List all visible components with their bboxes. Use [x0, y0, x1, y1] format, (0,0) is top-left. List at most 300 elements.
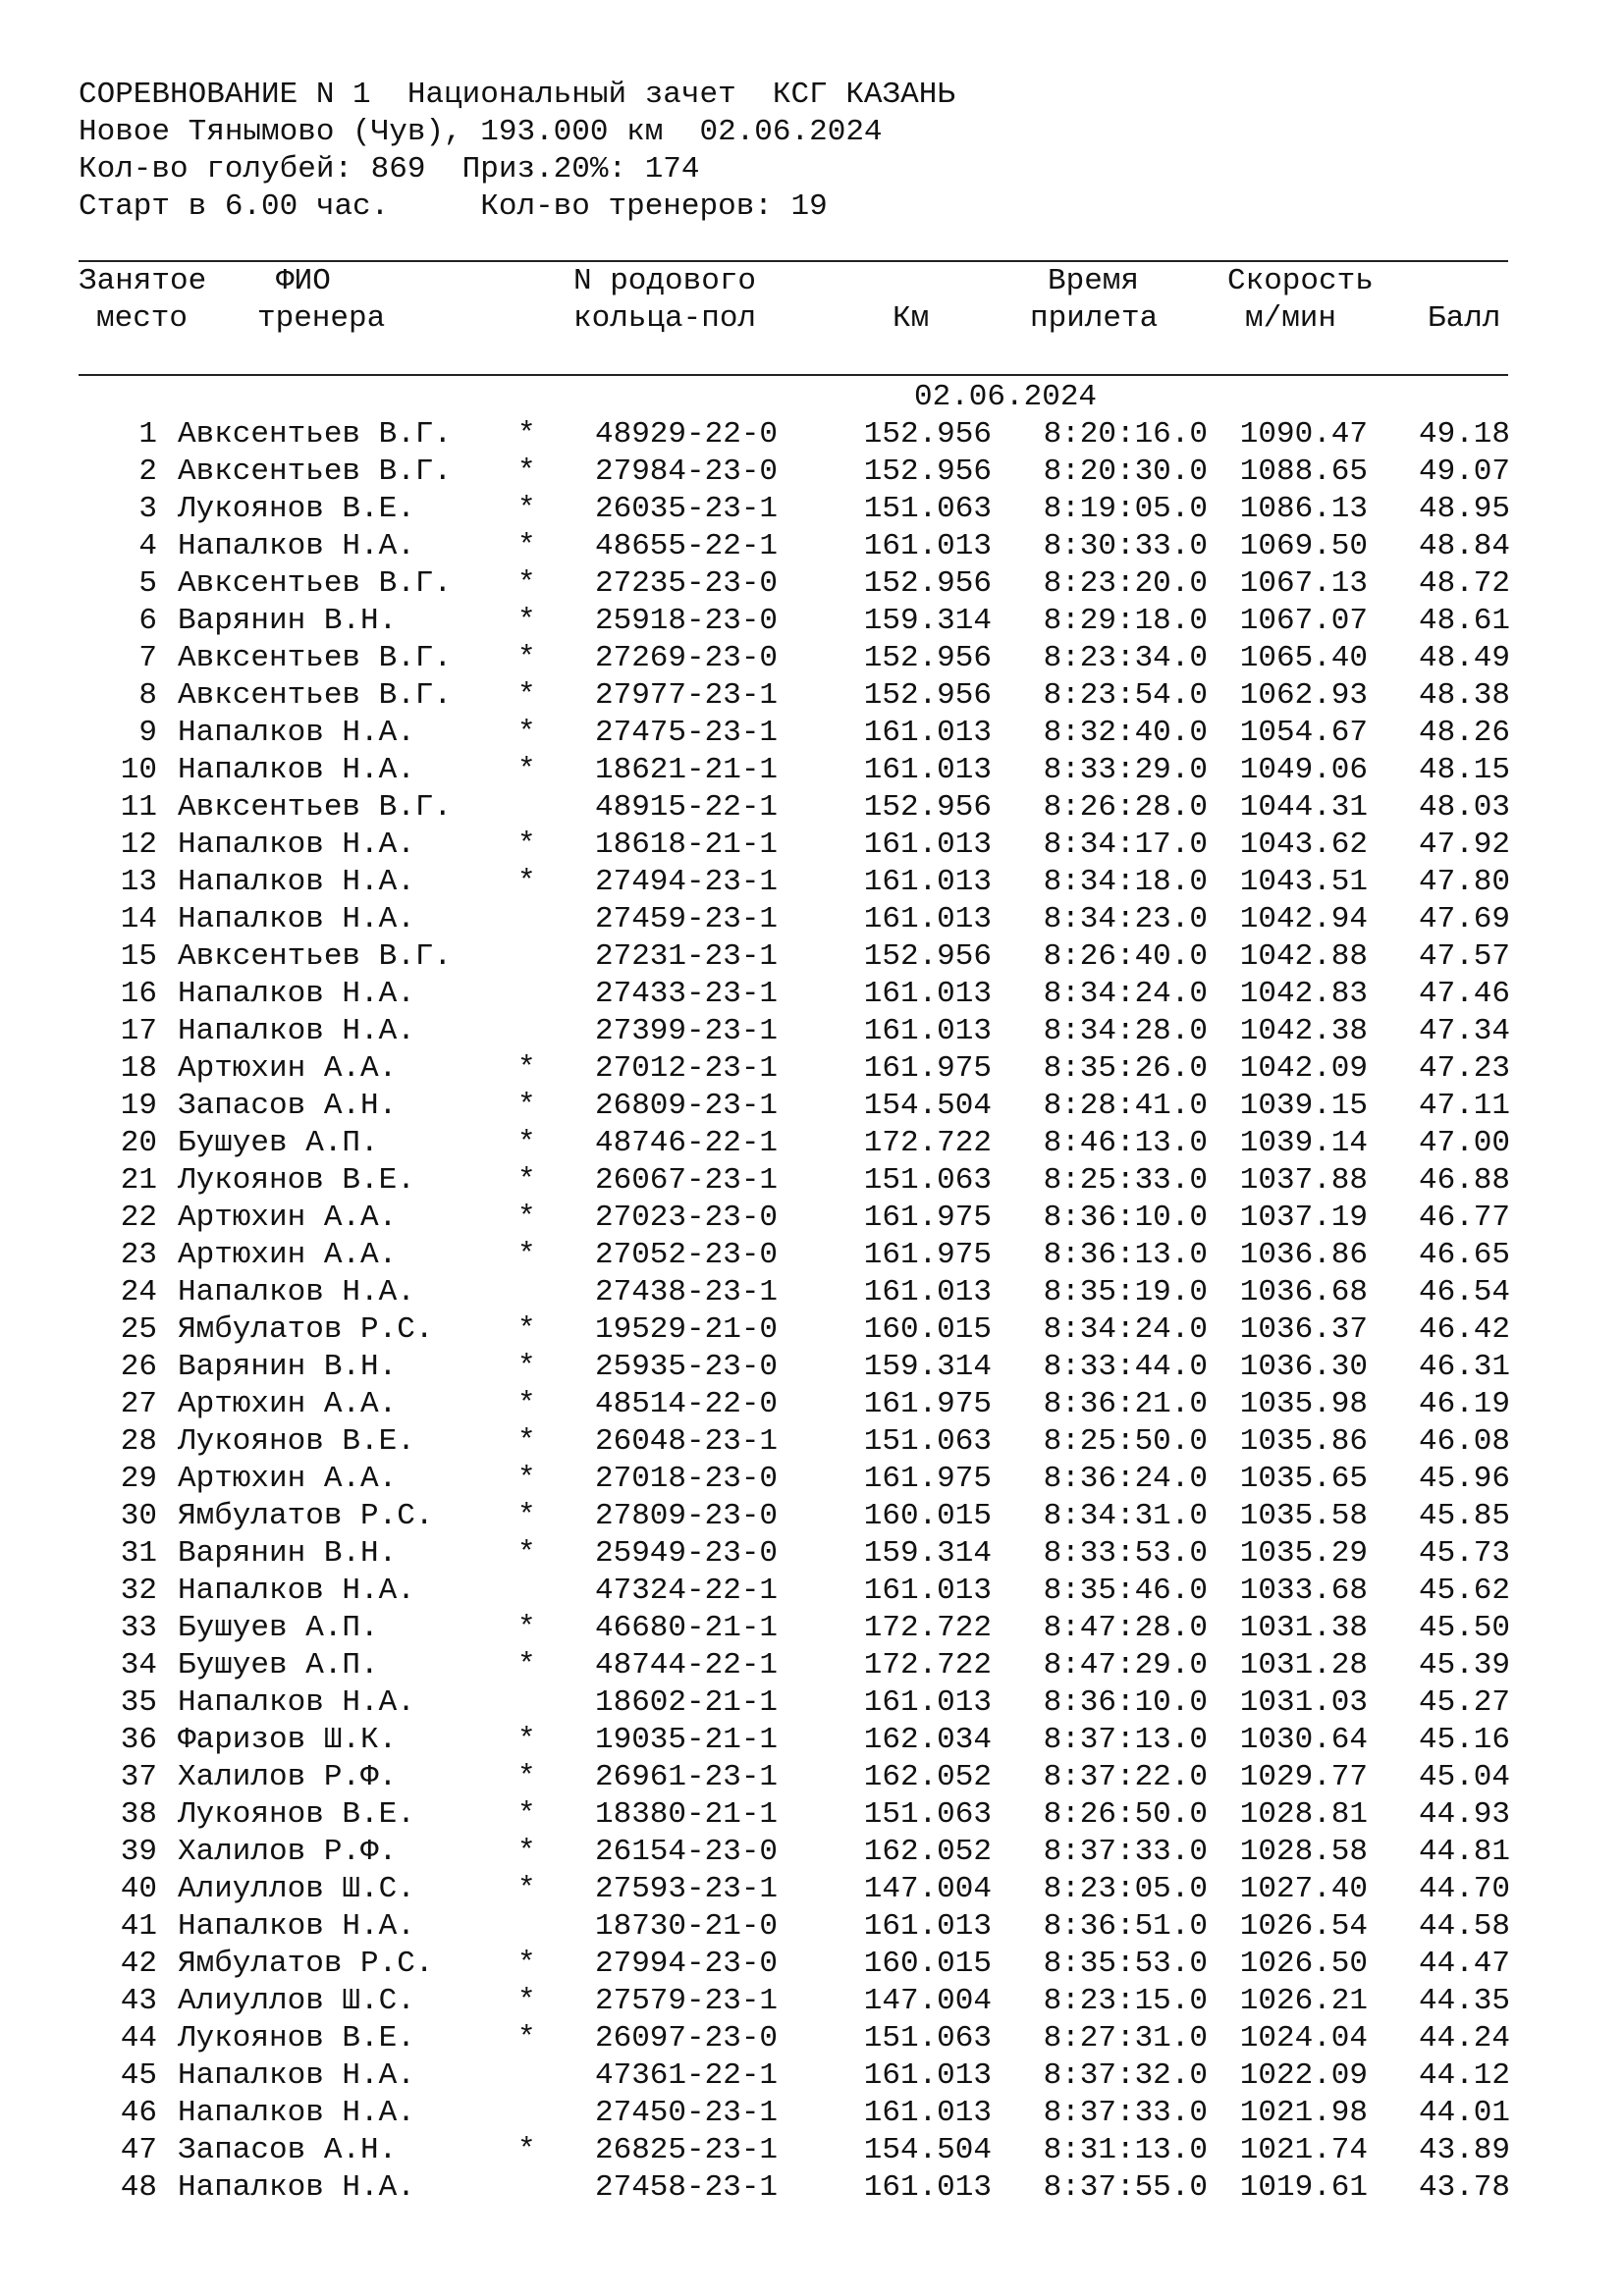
cell-place: 32	[120, 1574, 157, 1608]
cell-km: 152.956	[863, 939, 992, 974]
table-row	[0, 1386, 1624, 1423]
table-row	[0, 1722, 1624, 1759]
cell-place: 16	[120, 977, 157, 1011]
cell-time: 8:34:17.0	[1043, 828, 1208, 862]
table-row	[0, 416, 1624, 454]
cell-points: 48.72	[1418, 566, 1510, 601]
cell-speed: 1028.81	[1239, 1797, 1368, 1832]
cell-ring: 25935-23-0	[595, 1350, 779, 1384]
table-row	[0, 901, 1624, 938]
cell-speed: 1021.98	[1239, 2096, 1368, 2130]
cell-points: 48.61	[1418, 604, 1510, 638]
cell-points: 46.77	[1418, 1201, 1510, 1235]
cell-speed: 1036.68	[1239, 1275, 1368, 1309]
cell-mark: *	[517, 1947, 536, 1981]
cell-time: 8:37:22.0	[1043, 1760, 1208, 1794]
cell-name: Напалков Н.А.	[178, 1574, 415, 1608]
cell-points: 45.04	[1418, 1760, 1510, 1794]
cell-km: 152.956	[863, 790, 992, 825]
cell-place: 18	[120, 1051, 157, 1086]
cell-points: 44.24	[1418, 2021, 1510, 2056]
table-row	[0, 1423, 1624, 1461]
cell-points: 45.50	[1418, 1611, 1510, 1645]
cell-speed: 1067.13	[1239, 566, 1368, 601]
cell-points: 44.12	[1418, 2058, 1510, 2093]
cell-km: 154.504	[863, 2133, 992, 2167]
cell-mark: *	[517, 828, 536, 862]
cell-place: 43	[120, 1984, 157, 2018]
cell-time: 8:36:24.0	[1043, 1462, 1208, 1496]
col-name-label-2: тренера	[257, 301, 386, 336]
cell-mark: *	[517, 417, 536, 452]
cell-points: 45.62	[1418, 1574, 1510, 1608]
cell-place: 11	[120, 790, 157, 825]
start-time-trainers: Старт в 6.00 час. Кол-во тренеров: 19	[79, 189, 828, 224]
cell-place: 26	[120, 1350, 157, 1384]
cell-mark: *	[517, 1163, 536, 1198]
cell-time: 8:25:33.0	[1043, 1163, 1208, 1198]
cell-place: 19	[120, 1089, 157, 1123]
cell-speed: 1035.86	[1239, 1424, 1368, 1459]
cell-points: 45.85	[1418, 1499, 1510, 1533]
table-row	[0, 715, 1624, 752]
cell-points: 49.18	[1418, 417, 1510, 452]
cell-time: 8:36:51.0	[1043, 1909, 1208, 1944]
competition-title: СОРЕВНОВАНИЕ N 1 Национальный зачет КСГ КАЗАНЬ	[79, 78, 955, 112]
cell-mark	[517, 938, 537, 976]
cell-speed: 1019.61	[1239, 2170, 1368, 2205]
cell-speed: 1037.19	[1239, 1201, 1368, 1235]
cell-km: 172.722	[863, 1126, 992, 1160]
cell-time: 8:47:28.0	[1043, 1611, 1208, 1645]
col-points-label: Балл	[1428, 301, 1501, 336]
cell-speed: 1069.50	[1239, 529, 1368, 563]
cell-speed: 1027.40	[1239, 1872, 1368, 1906]
cell-km: 161.013	[863, 716, 992, 750]
cell-ring: 27977-23-1	[595, 678, 779, 713]
cell-points: 48.84	[1418, 529, 1510, 563]
cell-name: Лукоянов В.Е.	[178, 492, 415, 526]
cell-place: 44	[120, 2021, 157, 2056]
cell-place: 42	[120, 1947, 157, 1981]
cell-time: 8:37:32.0	[1043, 2058, 1208, 2093]
cell-mark: *	[517, 604, 536, 638]
cell-time: 8:20:30.0	[1043, 454, 1208, 489]
cell-mark: *	[517, 1648, 536, 1682]
cell-place: 15	[120, 939, 157, 974]
cell-speed: 1031.28	[1239, 1648, 1368, 1682]
cell-ring: 48929-22-0	[595, 417, 779, 452]
cell-mark: *	[517, 678, 536, 713]
cell-time: 8:32:40.0	[1043, 716, 1208, 750]
cell-place: 13	[120, 865, 157, 899]
cell-mark: *	[517, 1536, 536, 1571]
cell-place: 6	[138, 604, 157, 638]
cell-time: 8:34:23.0	[1043, 902, 1208, 936]
cell-points: 44.70	[1418, 1872, 1510, 1906]
cell-ring: 27023-23-0	[595, 1201, 779, 1235]
cell-mark: *	[517, 1462, 536, 1496]
cell-ring: 27994-23-0	[595, 1947, 779, 1981]
cell-name: Лукоянов В.Е.	[178, 1797, 415, 1832]
table-row	[0, 864, 1624, 901]
cell-time: 8:27:31.0	[1043, 2021, 1208, 2056]
cell-time: 8:35:53.0	[1043, 1947, 1208, 1981]
cell-time: 8:30:33.0	[1043, 529, 1208, 563]
col-name-label-1: ФИО	[276, 264, 331, 298]
table-row	[0, 1647, 1624, 1684]
cell-points: 44.81	[1418, 1835, 1510, 1869]
cell-ring: 19529-21-0	[595, 1312, 779, 1347]
cell-name: Авксентьев В.Г.	[178, 939, 453, 974]
cell-points: 49.07	[1418, 454, 1510, 489]
cell-time: 8:26:28.0	[1043, 790, 1208, 825]
cell-points: 44.47	[1418, 1947, 1510, 1981]
col-place-label-1: Занятое	[79, 264, 207, 298]
cell-name: Ямбулатов Р.С.	[178, 1499, 434, 1533]
cell-speed: 1042.09	[1239, 1051, 1368, 1086]
cell-time: 8:26:40.0	[1043, 939, 1208, 974]
cell-km: 151.063	[863, 492, 992, 526]
cell-km: 147.004	[863, 1984, 992, 2018]
cell-mark: *	[517, 1238, 536, 1272]
cell-time: 8:34:24.0	[1043, 977, 1208, 1011]
cell-km: 161.013	[863, 2170, 992, 2205]
cell-place: 10	[120, 753, 157, 787]
cell-place: 12	[120, 828, 157, 862]
cell-time: 8:29:18.0	[1043, 604, 1208, 638]
cell-ring: 26154-23-0	[595, 1835, 779, 1869]
cell-name: Лукоянов В.Е.	[178, 1163, 415, 1198]
cell-speed: 1021.74	[1239, 2133, 1368, 2167]
cell-speed: 1042.38	[1239, 1014, 1368, 1048]
cell-ring: 27012-23-1	[595, 1051, 779, 1086]
cell-km: 152.956	[863, 641, 992, 675]
cell-km: 162.034	[863, 1723, 992, 1757]
cell-place: 25	[120, 1312, 157, 1347]
table-row	[0, 1125, 1624, 1162]
cell-ring: 48514-22-0	[595, 1387, 779, 1421]
cell-name: Напалков Н.А.	[178, 716, 415, 750]
cell-km: 161.975	[863, 1387, 992, 1421]
cell-place: 33	[120, 1611, 157, 1645]
cell-ring: 25918-23-0	[595, 604, 779, 638]
cell-km: 161.975	[863, 1201, 992, 1235]
cell-mark: *	[517, 1872, 536, 1906]
cell-km: 152.956	[863, 454, 992, 489]
cell-name: Бушуев А.П.	[178, 1126, 379, 1160]
cell-time: 8:36:10.0	[1043, 1201, 1208, 1235]
table-row	[0, 2095, 1624, 2132]
table-row	[0, 528, 1624, 565]
cell-speed: 1044.31	[1239, 790, 1368, 825]
cell-place: 36	[120, 1723, 157, 1757]
cell-place: 24	[120, 1275, 157, 1309]
cell-speed: 1035.98	[1239, 1387, 1368, 1421]
cell-time: 8:37:13.0	[1043, 1723, 1208, 1757]
cell-ring: 48915-22-1	[595, 790, 779, 825]
cell-time: 8:23:54.0	[1043, 678, 1208, 713]
cell-time: 8:31:13.0	[1043, 2133, 1208, 2167]
cell-name: Бушуев А.П.	[178, 1648, 379, 1682]
cell-speed: 1039.15	[1239, 1089, 1368, 1123]
table-row	[0, 2057, 1624, 2095]
cell-points: 47.80	[1418, 865, 1510, 899]
cell-speed: 1035.65	[1239, 1462, 1368, 1496]
table-row	[0, 1759, 1624, 1796]
cell-points: 48.03	[1418, 790, 1510, 825]
col-time-label-2: прилета	[1030, 301, 1159, 336]
cell-points: 46.42	[1418, 1312, 1510, 1347]
cell-mark	[517, 2095, 537, 2132]
table-row	[0, 1274, 1624, 1311]
cell-points: 48.38	[1418, 678, 1510, 713]
cell-ring: 26097-23-0	[595, 2021, 779, 2056]
cell-name: Авксентьев В.Г.	[178, 566, 453, 601]
cell-mark: *	[517, 1089, 536, 1123]
table-row	[0, 640, 1624, 677]
cell-speed: 1031.38	[1239, 1611, 1368, 1645]
date-label: 02.06.2024	[914, 380, 1098, 414]
table-row	[0, 1573, 1624, 1610]
cell-speed: 1026.21	[1239, 1984, 1368, 2018]
cell-name: Напалков Н.А.	[178, 1014, 415, 1048]
cell-name: Авксентьев В.Г.	[178, 454, 453, 489]
cell-place: 2	[138, 454, 157, 489]
cell-time: 8:28:41.0	[1043, 1089, 1208, 1123]
cell-km: 159.314	[863, 604, 992, 638]
cell-km: 161.013	[863, 977, 992, 1011]
cell-place: 41	[120, 1909, 157, 1944]
cell-name: Напалков Н.А.	[178, 865, 415, 899]
cell-time: 8:33:44.0	[1043, 1350, 1208, 1384]
cell-points: 48.26	[1418, 716, 1510, 750]
cell-time: 8:35:26.0	[1043, 1051, 1208, 1086]
cell-km: 162.052	[863, 1760, 992, 1794]
cell-speed: 1035.58	[1239, 1499, 1368, 1533]
cell-place: 39	[120, 1835, 157, 1869]
cell-speed: 1030.64	[1239, 1723, 1368, 1757]
cell-points: 47.46	[1418, 977, 1510, 1011]
cell-time: 8:47:29.0	[1043, 1648, 1208, 1682]
cell-name: Авксентьев В.Г.	[178, 417, 453, 452]
table-row	[0, 2132, 1624, 2169]
cell-km: 161.013	[863, 529, 992, 563]
cell-points: 46.19	[1418, 1387, 1510, 1421]
cell-speed: 1026.54	[1239, 1909, 1368, 1944]
cell-name: Авксентьев В.Г.	[178, 790, 453, 825]
cell-name: Авксентьев В.Г.	[178, 641, 453, 675]
cell-points: 45.27	[1418, 1685, 1510, 1720]
cell-name: Напалков Н.А.	[178, 977, 415, 1011]
cell-ring: 48744-22-1	[595, 1648, 779, 1682]
cell-speed: 1067.07	[1239, 604, 1368, 638]
cell-speed: 1036.37	[1239, 1312, 1368, 1347]
cell-name: Напалков Н.А.	[178, 902, 415, 936]
col-time-label-1: Время	[1048, 264, 1140, 298]
cell-mark	[517, 1908, 537, 1946]
cell-name: Ямбулатов Р.С.	[178, 1947, 434, 1981]
cell-ring: 27433-23-1	[595, 977, 779, 1011]
cell-km: 161.013	[863, 1685, 992, 1720]
cell-name: Артюхин А.А.	[178, 1238, 398, 1272]
cell-ring: 27399-23-1	[595, 1014, 779, 1048]
cell-mark: *	[517, 1312, 536, 1347]
cell-mark: *	[517, 1611, 536, 1645]
table-row	[0, 752, 1624, 789]
cell-mark	[517, 1274, 537, 1311]
cell-place: 46	[120, 2096, 157, 2130]
cell-time: 8:23:20.0	[1043, 566, 1208, 601]
cell-name: Напалков Н.А.	[178, 1275, 415, 1309]
cell-mark: *	[517, 1201, 536, 1235]
cell-ring: 47324-22-1	[595, 1574, 779, 1608]
cell-place: 8	[138, 678, 157, 713]
cell-name: Ямбулатов Р.С.	[178, 1312, 434, 1347]
cell-mark: *	[517, 2133, 536, 2167]
cell-place: 48	[120, 2170, 157, 2205]
cell-speed: 1042.94	[1239, 902, 1368, 936]
cell-mark: *	[517, 1499, 536, 1533]
cell-place: 45	[120, 2058, 157, 2093]
cell-place: 7	[138, 641, 157, 675]
cell-mark: *	[517, 1760, 536, 1794]
cell-time: 8:23:15.0	[1043, 1984, 1208, 2018]
cell-km: 152.956	[863, 417, 992, 452]
cell-ring: 27235-23-0	[595, 566, 779, 601]
cell-time: 8:35:46.0	[1043, 1574, 1208, 1608]
cell-km: 160.015	[863, 1499, 992, 1533]
table-row	[0, 1983, 1624, 2020]
cell-time: 8:35:19.0	[1043, 1275, 1208, 1309]
cell-km: 151.063	[863, 1163, 992, 1198]
cell-km: 151.063	[863, 2021, 992, 2056]
cell-name: Напалков Н.А.	[178, 529, 415, 563]
cell-km: 161.013	[863, 865, 992, 899]
cell-speed: 1043.62	[1239, 828, 1368, 862]
cell-time: 8:33:53.0	[1043, 1536, 1208, 1571]
cell-time: 8:37:55.0	[1043, 2170, 1208, 2205]
cell-ring: 48655-22-1	[595, 529, 779, 563]
cell-name: Лукоянов В.Е.	[178, 2021, 415, 2056]
cell-time: 8:33:29.0	[1043, 753, 1208, 787]
cell-ring: 27231-23-1	[595, 939, 779, 974]
cell-place: 28	[120, 1424, 157, 1459]
cell-name: Варянин В.Н.	[178, 1536, 398, 1571]
cell-mark: *	[517, 1051, 536, 1086]
cell-mark	[517, 1013, 537, 1050]
cell-points: 46.08	[1418, 1424, 1510, 1459]
cell-mark	[517, 2057, 537, 2095]
cell-ring: 19035-21-1	[595, 1723, 779, 1757]
cell-points: 48.15	[1418, 753, 1510, 787]
cell-mark	[517, 901, 537, 938]
cell-time: 8:23:05.0	[1043, 1872, 1208, 1906]
cell-points: 47.23	[1418, 1051, 1510, 1086]
cell-place: 30	[120, 1499, 157, 1533]
table-row	[0, 677, 1624, 715]
cell-time: 8:34:31.0	[1043, 1499, 1208, 1533]
table-row	[0, 603, 1624, 640]
cell-km: 160.015	[863, 1947, 992, 1981]
cell-points: 45.16	[1418, 1723, 1510, 1757]
cell-time: 8:19:05.0	[1043, 492, 1208, 526]
cell-speed: 1039.14	[1239, 1126, 1368, 1160]
cell-name: Бушуев А.П.	[178, 1611, 379, 1645]
cell-points: 47.34	[1418, 1014, 1510, 1048]
cell-km: 147.004	[863, 1872, 992, 1906]
cell-name: Напалков Н.А.	[178, 753, 415, 787]
cell-points: 43.89	[1418, 2133, 1510, 2167]
cell-speed: 1035.29	[1239, 1536, 1368, 1571]
cell-speed: 1086.13	[1239, 492, 1368, 526]
cell-name: Запасов А.Н.	[178, 2133, 398, 2167]
table-row	[0, 1050, 1624, 1088]
cell-km: 161.013	[863, 753, 992, 787]
cell-speed: 1054.67	[1239, 716, 1368, 750]
cell-points: 48.49	[1418, 641, 1510, 675]
cell-time: 8:34:24.0	[1043, 1312, 1208, 1347]
col-place-label-2: место	[96, 301, 189, 336]
cell-place: 38	[120, 1797, 157, 1832]
cell-ring: 48746-22-1	[595, 1126, 779, 1160]
cell-km: 161.013	[863, 828, 992, 862]
table-row	[0, 2020, 1624, 2057]
cell-km: 162.052	[863, 1835, 992, 1869]
cell-km: 161.013	[863, 1574, 992, 1608]
cell-mark: *	[517, 1424, 536, 1459]
cell-km: 152.956	[863, 678, 992, 713]
cell-ring: 27018-23-0	[595, 1462, 779, 1496]
cell-ring: 18602-21-1	[595, 1685, 779, 1720]
cell-points: 44.93	[1418, 1797, 1510, 1832]
cell-ring: 27809-23-0	[595, 1499, 779, 1533]
cell-name: Артюхин А.А.	[178, 1387, 398, 1421]
table-row	[0, 827, 1624, 864]
cell-time: 8:46:13.0	[1043, 1126, 1208, 1160]
cell-ring: 18730-21-0	[595, 1909, 779, 1944]
cell-mark: *	[517, 865, 536, 899]
table-row	[0, 1834, 1624, 1871]
cell-place: 9	[138, 716, 157, 750]
cell-mark: *	[517, 529, 536, 563]
cell-name: Запасов А.Н.	[178, 1089, 398, 1123]
table-row	[0, 491, 1624, 528]
cell-place: 14	[120, 902, 157, 936]
cell-km: 152.956	[863, 566, 992, 601]
cell-speed: 1065.40	[1239, 641, 1368, 675]
cell-points: 45.73	[1418, 1536, 1510, 1571]
cell-ring: 47361-22-1	[595, 2058, 779, 2093]
cell-name: Фаризов Ш.К.	[178, 1723, 398, 1757]
cell-speed: 1042.83	[1239, 977, 1368, 1011]
table-row	[0, 1946, 1624, 1983]
cell-name: Артюхин А.А.	[178, 1462, 398, 1496]
cell-km: 161.013	[863, 1275, 992, 1309]
table-row	[0, 1684, 1624, 1722]
cell-points: 44.58	[1418, 1909, 1510, 1944]
cell-speed: 1088.65	[1239, 454, 1368, 489]
table-row	[0, 1237, 1624, 1274]
table-row	[0, 1461, 1624, 1498]
cell-place: 21	[120, 1163, 157, 1198]
cell-speed: 1024.04	[1239, 2021, 1368, 2056]
col-ring-label-2: кольца-пол	[573, 301, 757, 336]
header-rule-top	[79, 260, 1508, 262]
cell-place: 1	[138, 417, 157, 452]
col-ring-label-1: N родового	[573, 264, 757, 298]
cell-km: 151.063	[863, 1797, 992, 1832]
